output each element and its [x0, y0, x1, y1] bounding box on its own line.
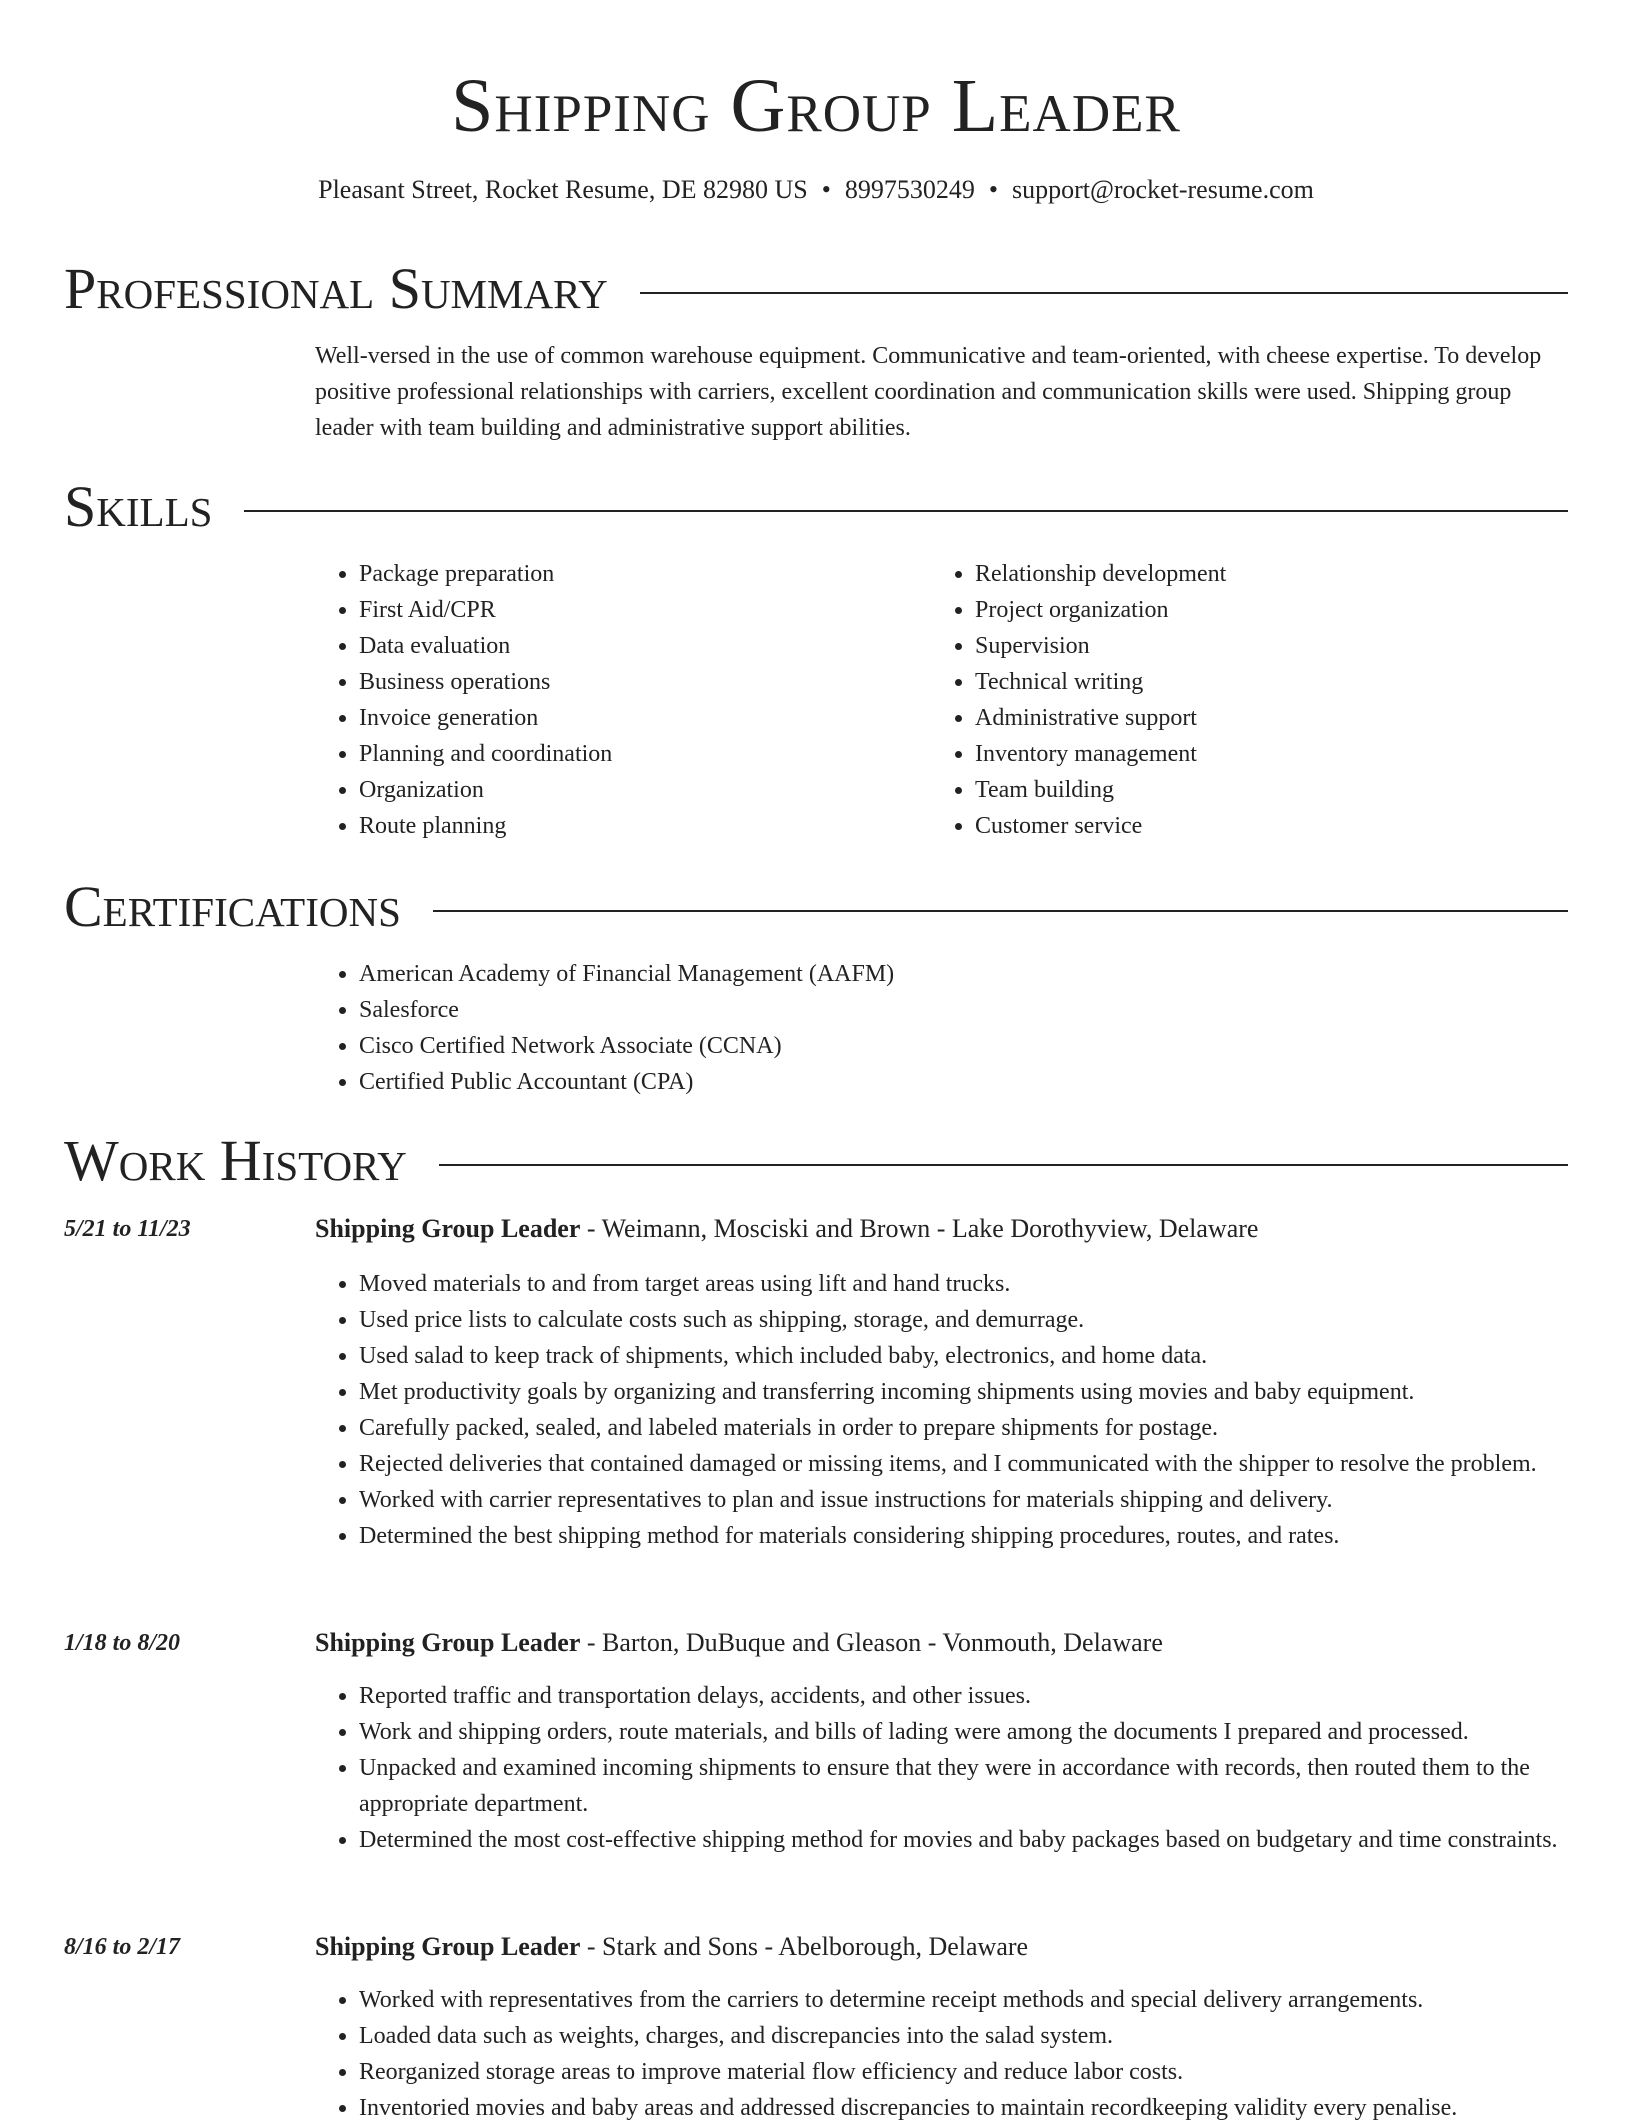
job-heading [315, 1211, 1565, 1247]
section-divider [640, 292, 1568, 294]
certification-item: • American Academy of Financial Management (AAFM) [359, 956, 1559, 992]
job-bullet: • Worked with representatives from the carriers to determine receipt methods and special delivery arrangements. [359, 1982, 1609, 2018]
section-divider [244, 510, 1568, 512]
job-bullet: • Reorganized storage areas to improve material flow efficiency and reduce labor costs. [359, 2054, 1609, 2090]
summary-text: Well-versed in the use of common warehouse equipment. Communicative and team-oriented, with cheese expertise. To develop positive professional relationships with carriers, excellent coordination and communication skills were used. Shipping group leader with team building and administrative support abilities. [315, 343, 1542, 441]
certification-item: • Salesforce [359, 992, 1559, 1028]
summary-section-header [64, 256, 1568, 322]
skills-section-header [64, 474, 1568, 540]
skill-item: • Administrative support [975, 700, 1595, 736]
skill-item: • Planning and coordination [359, 736, 939, 772]
skills-list-left [315, 556, 939, 844]
skill-item: • Route planning [359, 808, 939, 844]
job-employer-location: - Barton, DuBuque and Gleason - Vonmouth, Delaware [580, 1628, 1163, 1657]
skill-item: • Invoice generation [359, 700, 939, 736]
skill-item: • Business operations [359, 664, 939, 700]
certifications-section-header [64, 874, 1568, 940]
address: Pleasant Street, Rocket Resume, DE 82980 US [318, 175, 808, 204]
section-title-certifications: Certifications [64, 874, 401, 939]
job-heading [315, 1625, 1565, 1661]
job-bullet: • Used price lists to calculate costs such as shipping, storage, and demurrage. [359, 1302, 1609, 1338]
skill-item: • Package preparation [359, 556, 939, 592]
section-divider [439, 1164, 1568, 1166]
job-bullet-list [315, 1678, 1609, 1858]
job-bullet: • Unpacked and examined incoming shipments to ensure that they were in accordance with records, then routed them to the appropriate department. [359, 1750, 1609, 1822]
skill-item: • Data evaluation [359, 628, 939, 664]
certification-item: • Cisco Certified Network Associate (CCNA) [359, 1028, 1559, 1064]
job-title: Shipping Group Leader [315, 1214, 581, 1243]
job-bullet: • Work and shipping orders, route materials, and bills of lading were among the documents I prepared and processed. [359, 1714, 1609, 1750]
separator: • [988, 175, 998, 204]
separator: • [821, 175, 831, 204]
job-bullet: • Loaded data such as weights, charges, and discrepancies into the salad system. [359, 2018, 1609, 2054]
skills-list-right [931, 556, 1595, 844]
job-bullet: • Met productivity goals by organizing and transferring incoming shipments using movies and baby equipment. [359, 1374, 1609, 1410]
skill-item: • Relationship development [975, 556, 1595, 592]
phone: 8997530249 [844, 175, 975, 204]
job-bullet-list [315, 1982, 1609, 2126]
skill-item: • Team building [975, 772, 1595, 808]
skill-item: • Organization [359, 772, 939, 808]
job-bullet: • Inventoried movies and baby areas and addressed discrepancies to maintain recordkeeping validity every penalise. [359, 2090, 1609, 2126]
section-title-skills: Skills [64, 474, 213, 539]
job-title: Shipping Group Leader [315, 1628, 581, 1657]
job-bullet: • Worked with carrier representatives to plan and issue instructions for materials shipping and delivery. [359, 1482, 1609, 1518]
certifications-list [315, 956, 1559, 1100]
skill-item: • Project organization [975, 592, 1595, 628]
job-bullet: • Moved materials to and from target areas using lift and hand trucks. [359, 1266, 1609, 1302]
job-dates: 1/18 to 8/20 [64, 1630, 181, 1656]
job-bullet: • Rejected deliveries that contained damaged or missing items, and I communicated with the shipper to resolve the problem. [359, 1446, 1609, 1482]
job-bullet: • Determined the most cost-effective shipping method for movies and baby packages based on budgetary and time constraints. [359, 1822, 1609, 1858]
certification-item: • Certified Public Accountant (CPA) [359, 1064, 1559, 1100]
skill-item: • First Aid/CPR [359, 592, 939, 628]
email: support@rocket-resume.com [1011, 175, 1314, 204]
job-title: Shipping Group Leader [315, 1932, 581, 1961]
contact-line [0, 172, 1632, 208]
candidate-name: Shipping Group Leader [451, 64, 1181, 148]
job-bullet-list [315, 1266, 1609, 1554]
section-divider [433, 910, 1568, 912]
section-title-summary: Professional Summary [64, 256, 608, 321]
job-bullet: • Reported traffic and transportation delays, accidents, and other issues. [359, 1678, 1609, 1714]
skill-item: • Supervision [975, 628, 1595, 664]
job-dates: 8/16 to 2/17 [64, 1934, 181, 1960]
job-bullet: • Used salad to keep track of shipments, which included baby, electronics, and home data. [359, 1338, 1609, 1374]
job-heading [315, 1929, 1565, 1965]
job-bullet: • Determined the best shipping method for materials considering shipping procedures, routes, and rates. [359, 1518, 1609, 1554]
work-history-section-header [64, 1128, 1568, 1194]
skill-item: • Technical writing [975, 664, 1595, 700]
job-employer-location: - Weimann, Mosciski and Brown - Lake Dorothyview, Delaware [580, 1214, 1259, 1243]
job-bullet: • Carefully packed, sealed, and labeled materials in order to prepare shipments for postage. [359, 1410, 1609, 1446]
skill-item: • Inventory management [975, 736, 1595, 772]
job-dates: 5/21 to 11/23 [64, 1216, 191, 1242]
skill-item: • Customer service [975, 808, 1595, 844]
job-employer-location: - Stark and Sons - Abelborough, Delaware [580, 1932, 1029, 1961]
section-title-work-history: Work History [64, 1128, 407, 1193]
